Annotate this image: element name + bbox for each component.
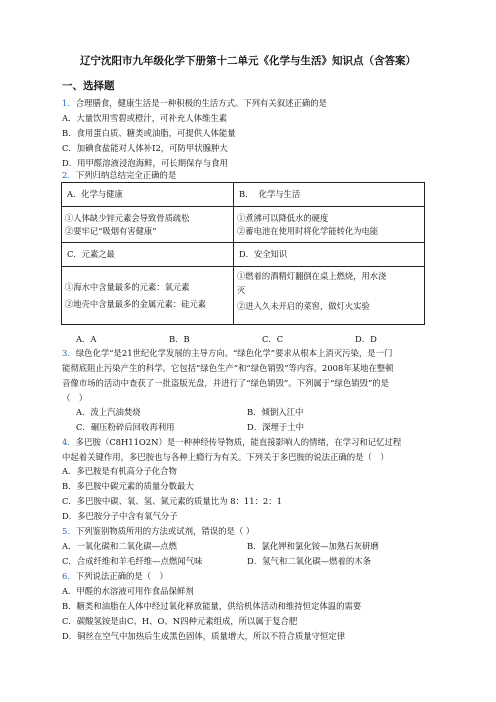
question-5-stem: 5．下列鉴别物质所用的方法或试剂，错误的是（ ）: [62, 526, 255, 536]
question-6-number: 6．: [62, 571, 76, 581]
question-1-option-d: D．用甲醛溶液浸泡海鲜，可长期保存与食用: [62, 158, 228, 168]
question-2-options: [76, 333, 377, 345]
question-3-option-d: D．深埋于土中: [247, 422, 304, 432]
question-1-stem: 1．合理膳食，健康生活是一种积极的生活方式。下列有关叙述正确的是: [62, 98, 327, 108]
question-5-option-a: A．一氧化碳和二氧化碳—点燃: [62, 541, 177, 551]
question-1-option-b: B．食用蛋白质、糖类或油脂，可提供人体能量: [62, 128, 236, 138]
question-4-line-1: 4．多巴胺（C8H11O2N）是一种神经传导物质，能直接影响人的情绪，在学习和记忆过程: [62, 437, 402, 447]
question-3-line-2: 能彻底阻止污染产生的科学。它包括“绿色生产”和“绿色销毁”等内容。2008年某地在整顿: [62, 363, 394, 373]
question-4-option-c: C．多巴胺中碳、氧、氢、氮元素的质量比为 8：11：2：1: [62, 496, 282, 506]
question-2-stem: 2．下列归纳总结完全正确的是: [62, 170, 177, 180]
question-4-option-b: B．多巴胺中碳元素的质量分数最大: [62, 481, 194, 491]
question-2-option-d: D．D: [355, 334, 377, 344]
question-2-number: 2．: [62, 170, 76, 180]
table-cell-c-header: C．元素之最: [62, 243, 234, 267]
document-title: 辽宁沈阳市九年级化学下册第十二单元《化学与生活》知识点（含答案）: [80, 55, 416, 67]
table-cell-c-content: ①海水中含量最多的元素：氧元素 ②地壳中含量最多的金属元素：硅元素: [62, 267, 234, 325]
question-3-option-c: C．碾压粉碎后回收再利用: [76, 422, 175, 432]
question-6-option-b: B．糖类和油脂在人体中经过氧化释放能量，供给机体活动和维持恒定体温的需要: [62, 601, 362, 611]
question-3-option-a: A．泼上汽油焚烧: [76, 407, 141, 417]
question-3-number: 3．: [62, 348, 76, 358]
question-4-option-a: A．多巴胺是有机高分子化合物: [62, 466, 177, 476]
table-cell-d-header: D．安全知识: [234, 243, 425, 267]
question-1-option-c: C．加碘食盐能对人体补I2，可防甲状腺肿大: [62, 143, 228, 153]
question-4-line-2: 中起着关键作用，多巴胺也与各种上瘾行为有关。下列关于多巴胺的说法正确的是（ ）: [62, 452, 389, 462]
question-1-option-a: A．大量饮用雪碧或橙汁，可补充人体维生素: [62, 113, 228, 123]
question-5-option-c: C．合成纤维和羊毛纤维—点燃闻气味: [62, 556, 203, 566]
question-6-stem: 6．下列说法正确的是（ ）: [62, 571, 168, 581]
table-cell-a-header: A．化学与健康: [62, 183, 234, 207]
question-5-option-d: D．氢气和二氧化碳—燃着的木条: [247, 556, 371, 566]
question-6-option-d: D．铜丝在空气中加热后生成黑色固体，质量增大，所以不符合质量守恒定律: [62, 631, 346, 641]
table-cell-b-header: B. 化学与生活: [234, 183, 425, 207]
question-2-option-c: C．C: [262, 334, 284, 344]
question-5-option-b: B．氯化钾和氯化铵—加熟石灰研磨: [247, 541, 379, 551]
table-cell-b-content: ①煮沸可以降低水的硬度 ②蓄电池在使用时将化学能转化为电能: [234, 207, 425, 243]
table-cell-a-content: ①人体缺少锌元素会导致骨质疏松 ②要牢记“吸烟有害健康”: [62, 207, 234, 243]
question-4-number: 4．: [62, 437, 76, 447]
question-3-option-b: B．倾倒入江中: [247, 407, 304, 417]
section-heading: 一、选择题: [62, 80, 115, 92]
question-3-line-4: （ ）: [62, 393, 88, 403]
question-2-option-a: A．A: [76, 334, 97, 344]
question-5-number: 5．: [62, 526, 76, 536]
question-6-option-a: A．甲醛的水溶液可用作食品保鲜剂: [62, 586, 194, 596]
question-1-number: 1．: [62, 98, 76, 108]
question-3-line-1: 3．绿色化学”是21世纪化学发展的主导方向。“绿色化学”要求从根本上消灭污染，是一门: [62, 348, 393, 358]
table-cell-d-content: ①燃着的酒精灯翻倒在桌上燃烧，用水浇 灭 ②进入久未开启的菜窖，做灯火实验: [234, 267, 425, 325]
question-3-line-3: 音像市场的活动中查获了一批盗版光盘，并进行了“绿色销毁”。下列属于“绿色销毁”的是: [62, 378, 389, 388]
question-4-option-d: D．多巴胺分子中含有氧气分子: [62, 511, 178, 521]
question-2-option-b: B．B: [169, 334, 190, 344]
comparison-table: [61, 182, 425, 325]
question-6-option-c: C．碳酸氢铵是由C、H、O、N四种元素组成，所以属于复合肥: [62, 616, 298, 626]
